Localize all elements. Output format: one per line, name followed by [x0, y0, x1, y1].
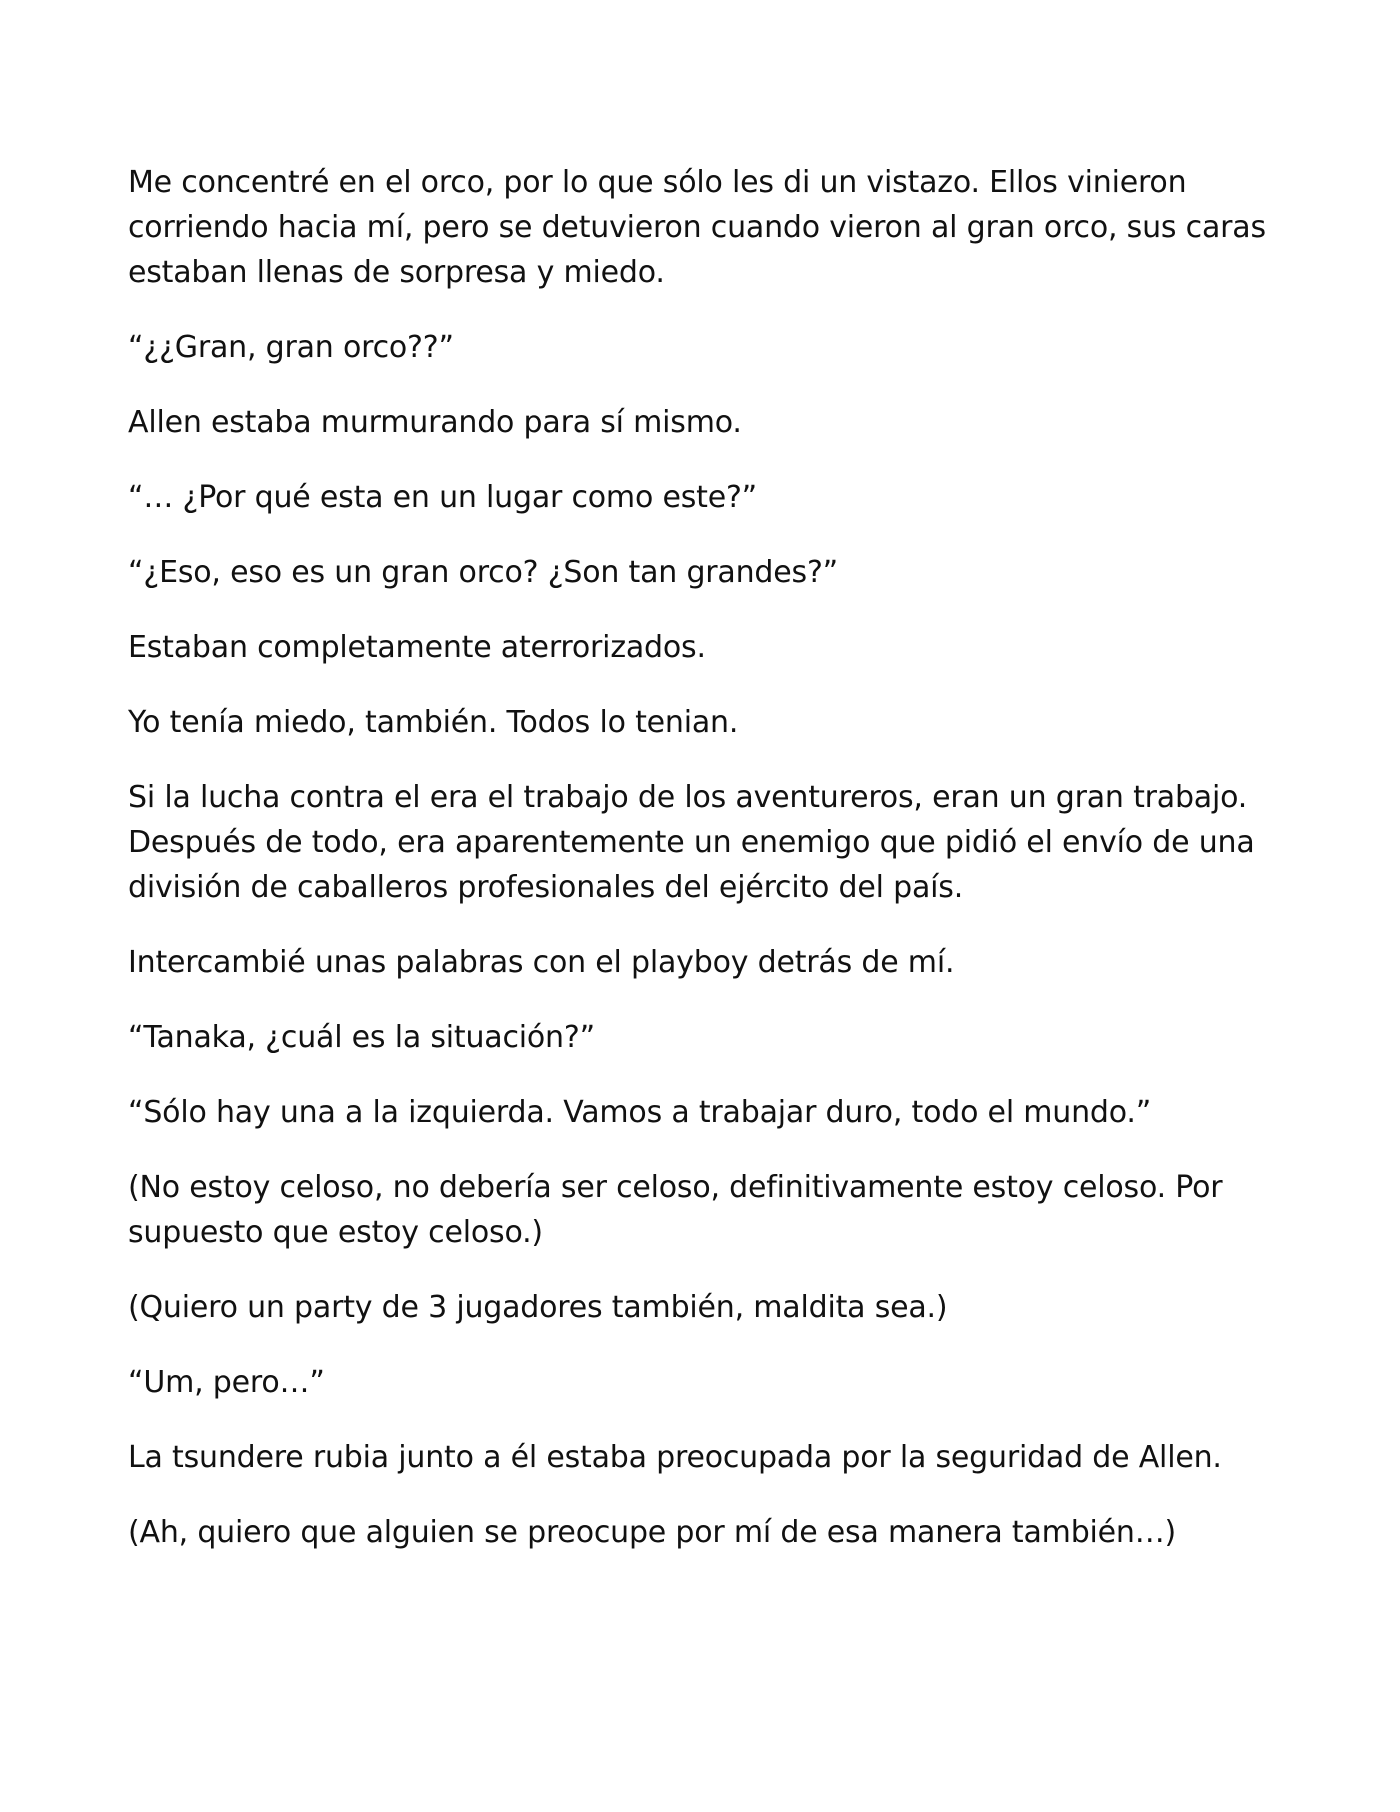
paragraph: “Tanaka, ¿cuál es la situación?”	[128, 1020, 595, 1055]
document-body	[128, 160, 1278, 1585]
paragraph: “¿¿Gran, gran orco??”	[128, 330, 454, 365]
paragraph: Si la lucha contra el era el trabajo de los aventureros, eran un gran trabajo. Después de todo, era aparentemente un enemigo que pidió el envío de una división de caballeros profesionales del ejército del país.	[128, 780, 1264, 905]
paragraph: (Ah, quiero que alguien se preocupe por mí de esa manera también…)	[128, 1515, 1177, 1550]
paragraph: Estaban completamente aterrorizados.	[128, 630, 706, 665]
paragraph: “… ¿Por qué esta en un lugar como este?”	[128, 480, 758, 515]
paragraph: Me concentré en el orco, por lo que sólo les di un vistazo. Ellos vinieron corriendo hacia mí, pero se detuvieron cuando vieron al gran orco, sus caras estaban llenas de sorpresa y miedo.	[128, 165, 1276, 290]
paragraph: “Um, pero…”	[128, 1365, 325, 1400]
paragraph: Allen estaba murmurando para sí mismo.	[128, 405, 742, 440]
paragraph: Intercambié unas palabras con el playboy detrás de mí.	[128, 945, 955, 980]
paragraph: (Quiero un party de 3 jugadores también, maldita sea.)	[128, 1290, 948, 1325]
paragraph: (No estoy celoso, no debería ser celoso, definitivamente estoy celoso. Por supuesto que estoy celoso.)	[128, 1170, 1232, 1250]
paragraph: Yo tenía miedo, también. Todos lo tenian.	[128, 705, 739, 740]
paragraph: “Sólo hay una a la izquierda. Vamos a trabajar duro, todo el mundo.”	[128, 1095, 1152, 1130]
paragraph: La tsundere rubia junto a él estaba preocupada por la seguridad de Allen.	[128, 1440, 1222, 1475]
paragraph: “¿Eso, eso es un gran orco? ¿Son tan grandes?”	[128, 555, 839, 590]
